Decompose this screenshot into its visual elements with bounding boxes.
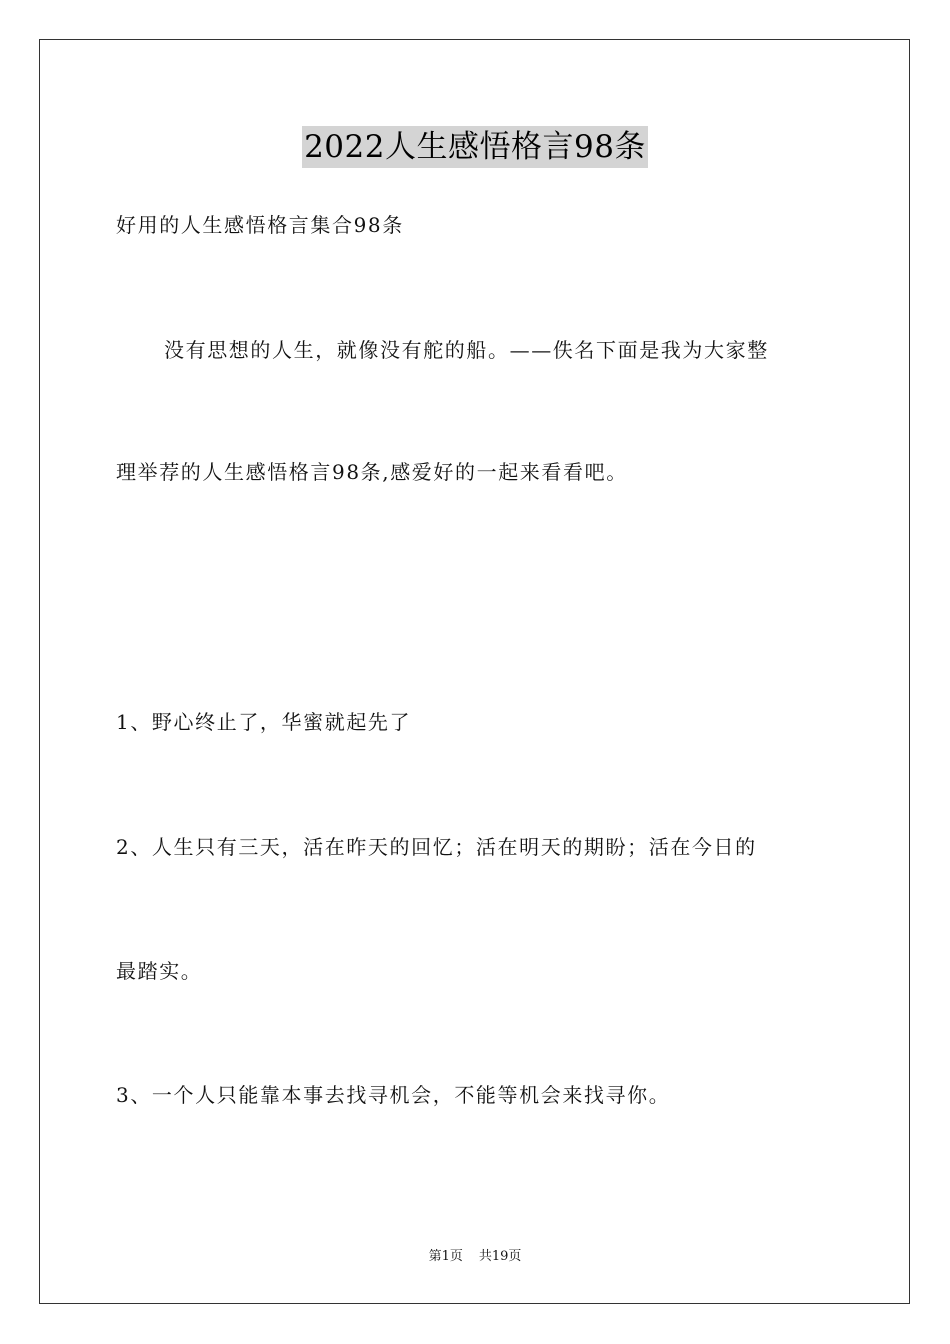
list-item-3: 3、一个人只能靠本事去找寻机会，不能等机会来找寻你。 — [116, 1083, 671, 1107]
list-item-1: 1、野心终止了，华蜜就起先了 — [116, 710, 412, 734]
document-subtitle: 好用的人生感悟格言集合98条 — [116, 213, 404, 237]
page-total: 共19页 — [478, 1249, 522, 1264]
list-item-2-line-1: 2、人生只有三天，活在昨天的回忆；活在明天的期盼；活在今日的 — [116, 835, 757, 859]
intro-paragraph-line-2: 理举荐的人生感悟格言98条,感爱好的一起来看看吧。 — [116, 460, 628, 484]
intro-paragraph-line-1: 没有思想的人生，就像没有舵的船。——佚名下面是我为大家整 — [164, 338, 769, 362]
document-title: 2022人生感悟格言98条 — [302, 126, 648, 168]
page-footer — [0, 1248, 950, 1266]
title-container — [0, 126, 950, 168]
list-item-2-line-2: 最踏实。 — [116, 959, 203, 983]
page-number: 第1页 — [428, 1249, 463, 1264]
